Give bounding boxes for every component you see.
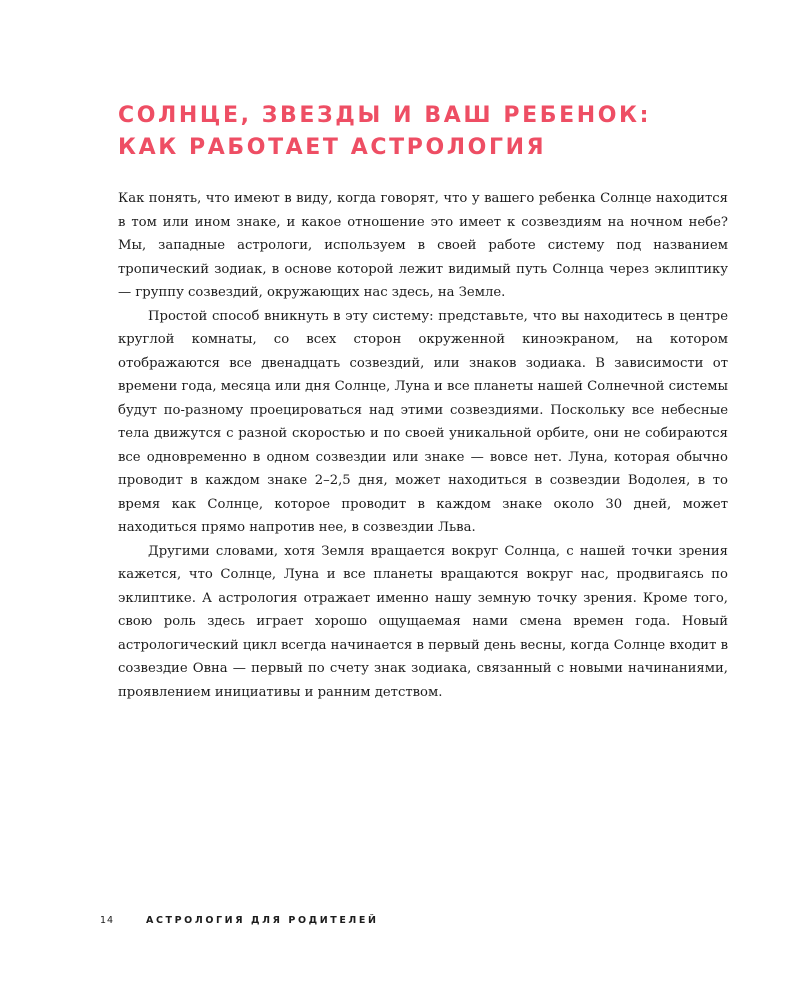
chapter-heading: [118, 100, 718, 164]
page-number: 14: [100, 915, 115, 926]
chapter-heading-line-2: КАК РАБОТАЕТ АСТРОЛОГИЯ: [118, 135, 547, 160]
running-title: АСТРОЛОГИЯ ДЛЯ РОДИТЕЛЕЙ: [146, 915, 379, 926]
page-footer: [100, 915, 379, 926]
paragraph-1: Как понять, что имеют в виду, когда говорят, что у вашего ребенка Солнце находится в том или ином знаке, и какое отношение это имеет к созвездиям на ночном небе? Мы, западные астрологи, используем в своей работе систему под названием тропический зодиак, в основе которой лежит видимый путь Солнца через эклиптику — группу созвездий, окружающих нас здесь, на Земле.: [118, 191, 728, 300]
paragraph-2: Простой способ вникнуть в эту систему: представьте, что вы находитесь в центре круглой комнаты, со всех сторон окруженной киноэкраном, на котором отображаются все двенадцать созвездий, или знаков зодиака. В зависимости от времени года, месяца или дня Солнце, Луна и все планеты нашей Солнечной системы будут по-разному проецироваться над этими созвездиями. Поскольку все небесные тела движутся с разной скоростью и по своей уникальной орбите, они не собираются все одновременно в одном созвездии или знаке — вовсе нет. Луна, которая обычно проводит в каждом знаке 2–2,5 дня, может находиться в созвездии Водолея, в то время как Солнце, которое проводит в каждом знаке около 30 дней, может находиться прямо напротив нее, в созвездии Льва.: [118, 308, 728, 535]
paragraph-3: Другими словами, хотя Земля вращается вокруг Солнца, с нашей точки зрения кажется, что Солнце, Луна и все планеты вращаются вокруг нас, продвигаясь по эклиптике. А астрология отражает именно нашу земную точку зрения. Кроме того, свою роль здесь играет хорошо ощущаемая нами смена времен года. Новый астрологический цикл всегда начинается в первый день весны, когда Солнце входит в созвездие Овна — первый по счету знак зодиака, связанный с новыми начинаниями, проявлением инициативы и ранним детством.: [118, 543, 728, 700]
body-text: [118, 187, 728, 704]
chapter-heading-line-1: СОЛНЦЕ, ЗВЕЗДЫ И ВАШ РЕБЕНОК:: [118, 103, 652, 128]
